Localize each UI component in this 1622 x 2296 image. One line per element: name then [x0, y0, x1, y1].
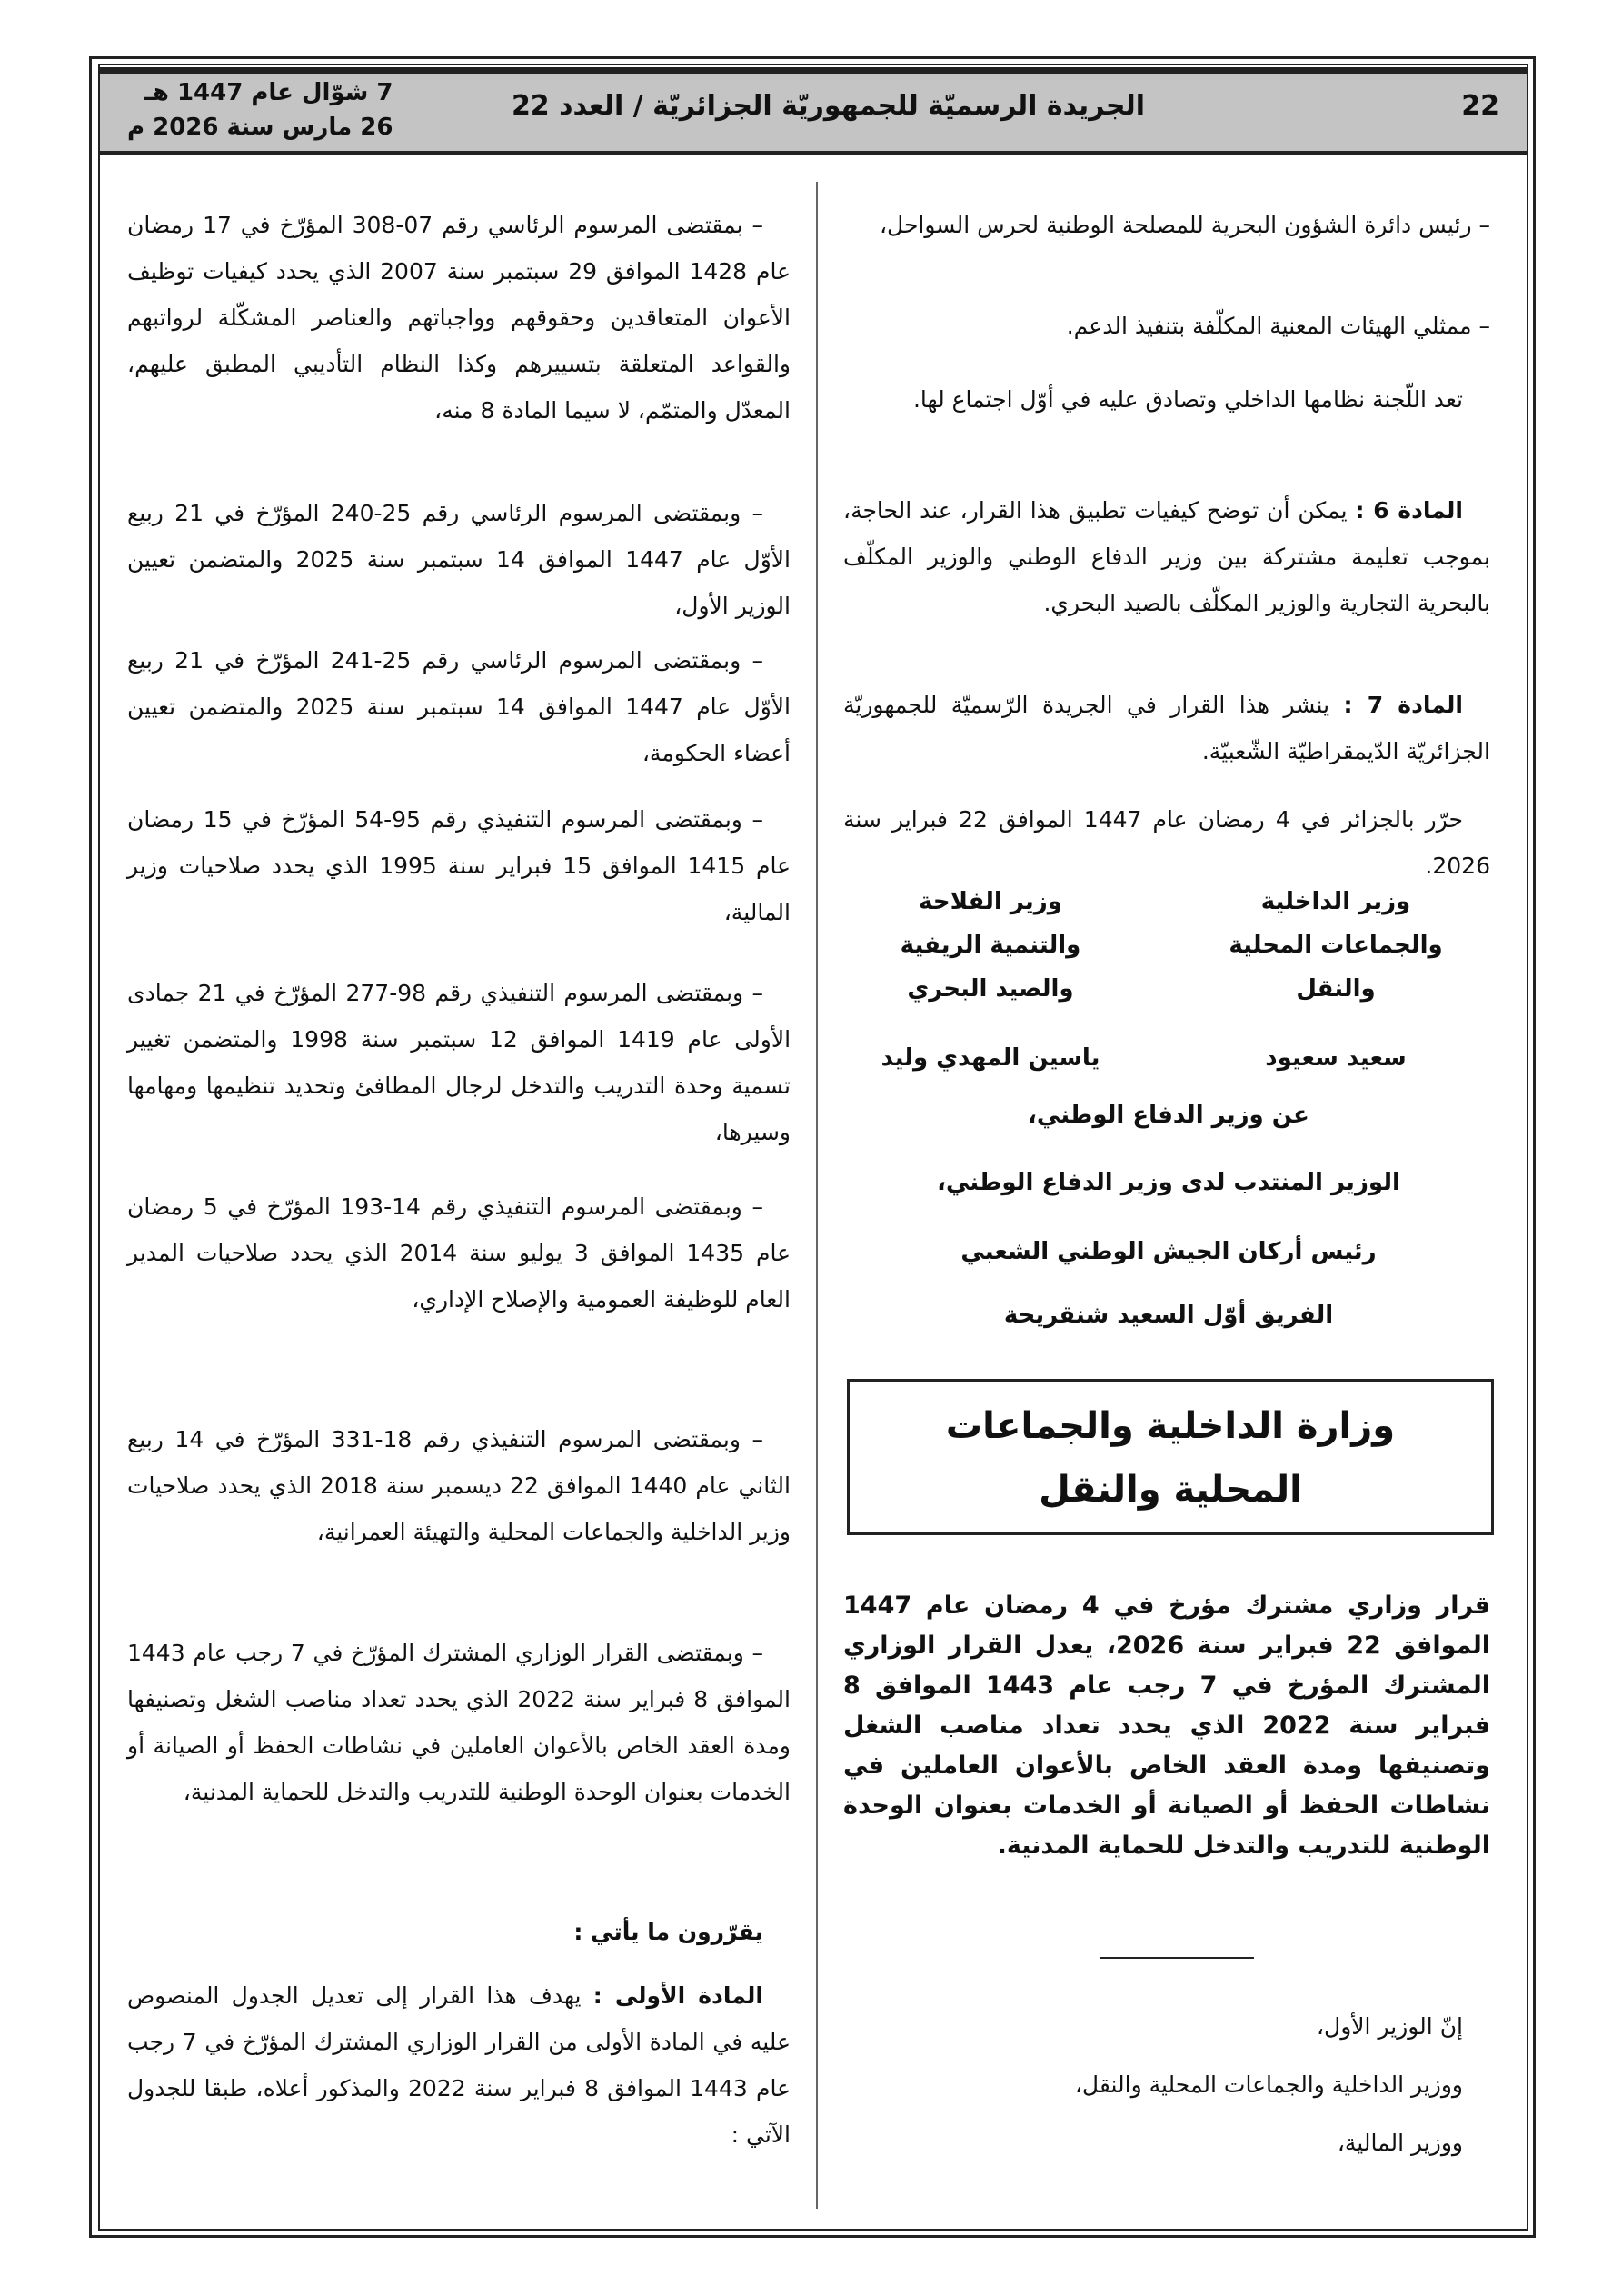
closing-line: ووزير المالية،	[1337, 2130, 1463, 2156]
decree-title: قرار وزاري مشترك مؤرخ في 4 رمضان عام 1447 الموافق 22 فبراير سنة 2026، يعدل القرار الوزاري المشترك المؤرخ في 7 رجب عام 1443 الموافق 8 فبراير سنة 2022 الذي يحدد تعداد مناصب الشغل وتصنيفها ومدة العقد الخاص بالأعوان العاملين في نشاطات الحفظ أو الصيانة أو الخدمات بعنوان الوحدة الوطنية للتدريب والتدخل للحماية المدنية.	[843, 1592, 1491, 1860]
article-text: يهدف هذا القرار إلى تعديل الجدول المنصوص عليه في المادة الأولى من القرار الوزاري المشترك المؤرّخ في 7 رجب عام 1443 الموافق 8 فبراير سنة 2022 والمذكور أعلاه، طبقا للجدول الآتي :	[127, 1982, 791, 2148]
signatory-title-agriculture: وزير الفلاحة والتنمية الريفية والصيد البحري	[900, 888, 1081, 1003]
visa-paragraph: – بمقتضى المرسوم الرئاسي رقم 07-308 المؤرّخ في 17 رمضان عام 1428 الموافق 29 سبتمبر سنة 2007 الذي يحدد كيفيات توظيف الأعوان المتعاقدين وحقوقهم وواجباتهم والعناصر المشكّلة لرواتبهم والقواعد المتعلقة بتسييرهم وكذا النظام التأديبي المطبق عليهم، المعدّل والمتمّم، لا سيما المادة 8 منه،	[127, 212, 791, 424]
ministry-heading-line: المحلية والنقل	[1039, 1469, 1302, 1511]
separator-rule	[1100, 1957, 1254, 1959]
column-divider	[816, 182, 818, 2209]
article-label: المادة الأولى :	[592, 1982, 763, 2009]
page-header	[100, 67, 1527, 155]
page-number: 22	[1461, 90, 1499, 122]
visa-paragraph: – وبمقتضى المرسوم التنفيذي رقم 18-331 المؤرّخ في 14 ربيع الثاني عام 1440 الموافق 22 ديسمبر سنة 2018 الذي يحدد صلاحيات وزير الداخلية والجماعات المحلية والتهيئة العمرانية،	[127, 1426, 791, 1545]
visa-paragraph: – وبمقتضى المرسوم الرئاسي رقم 25-240 المؤرّخ في 21 ربيع الأوّل عام 1447 الموافق 14 سبتمبر سنة 2025 والمتضمن تعيين الوزير الأول،	[127, 500, 791, 619]
visa-paragraph: – وبمقتضى المرسوم الرئاسي رقم 25-241 المؤرّخ في 21 ربيع الأوّل عام 1447 الموافق 14 سبتمبر سنة 2025 والمتضمن تعيين أعضاء الحكومة،	[127, 647, 791, 766]
issue-date	[127, 75, 393, 145]
ministry-heading-line: وزارة الداخلية والجماعات	[945, 1405, 1396, 1447]
defense-line: الوزير المنتدب لدى وزير الدفاع الوطني،	[937, 1169, 1400, 1196]
visa-paragraph: – وبمقتضى المرسوم التنفيذي رقم 98-277 المؤرّخ في 21 جمادى الأولى عام 1419 الموافق 12 سبتمبر سنة 1998 والمتضمن تغيير تسمية وحدة التدريب والتدخل لرجال المطافئ وتحديد تنظيمها ومهامها وسيرها،	[127, 980, 791, 1145]
signatory-title-interior: وزير الداخلية والجماعات المحلية والنقل	[1229, 888, 1443, 1003]
article-text: ينشر هذا القرار في الجريدة الرّسميّة للجمهوريّة الجزائريّة الدّيمقراطيّة الشّعبيّة.	[843, 692, 1490, 764]
article-label: المادة 7 :	[1343, 692, 1463, 718]
closing-line: إنّ الوزير الأول،	[1316, 2013, 1463, 2040]
article-6	[843, 487, 1490, 626]
closing-line: ووزير الداخلية والجماعات المحلية والنقل،	[1074, 2071, 1463, 2098]
member-item: – ممثلي الهيئات المعنية المكلّفة بتنفيذ الدعم.	[1066, 313, 1490, 339]
signatory-name-interior: سعيد سعيود	[1265, 1044, 1407, 1072]
paragraph: تعد اللّجنة نظامها الداخلي وتصادق عليه في أوّل اجتماع لها.	[912, 386, 1463, 413]
date-hijri: 7 شوّال عام 1447 هـ	[144, 79, 393, 106]
decide-heading: يقرّرون ما يأتي :	[573, 1919, 763, 1945]
visa-paragraph: – وبمقتضى القرار الوزاري المشترك المؤرّخ في 7 رجب عام 1443 الموافق 8 فبراير سنة 2022 الذي يحدد تعداد مناصب الشغل وتصنيفها ومدة العقد الخاص بالأعوان العاملين في نشاطات الحفظ أو الصيانة أو الخدمات بعنوان الوحدة الوطنية للتدريب والتدخل للحماية المدنية،	[127, 1640, 791, 1805]
done-at: حرّر بالجزائر في 4 رمضان عام 1447 الموافق 22 فبراير سنة 2026.	[843, 806, 1490, 879]
member-item: – رئيس دائرة الشؤون البحرية للمصلحة الوطنية لحرس السواحل،	[879, 212, 1490, 238]
visa-paragraph: – وبمقتضى المرسوم التنفيذي رقم 14-193 المؤرّخ في 5 رمضان عام 1435 الموافق 3 يوليو سنة 2014 الذي يحدد صلاحيات المدير العام للوظيفة العمومية والإصلاح الإداري،	[127, 1193, 791, 1313]
date-gregorian: 26 مارس سنة 2026 م	[127, 114, 393, 141]
ministry-heading-box	[847, 1379, 1494, 1535]
gazette-title: الجريدة الرسميّة للجمهوريّة الجزائريّة / العدد 22	[511, 90, 1145, 122]
defense-line: الفريق أوّل السعيد شنقريحة	[1003, 1302, 1334, 1329]
defense-line: رئيس أركان الجيش الوطني الشعبي	[960, 1238, 1377, 1265]
signatory-name-agriculture: ياسين المهدي وليد	[881, 1044, 1100, 1072]
article-text: يمكن أن توضح كيفيات تطبيق هذا القرار، عند الحاجة، بموجب تعليمة مشتركة بين وزير الدفاع الوطني والوزير المكلّف بالبحرية التجارية والوزير المكلّف بالصيد البحري.	[843, 497, 1490, 616]
visa-paragraph: – وبمقتضى المرسوم التنفيذي رقم 95-54 المؤرّخ في 15 رمضان عام 1415 الموافق 15 فبراير سنة 1995 الذي يحدد صلاحيات وزير المالية،	[127, 806, 791, 925]
defense-line: عن وزير الدفاع الوطني،	[1028, 1102, 1309, 1129]
article-1	[127, 1972, 791, 2158]
article-7	[843, 682, 1490, 774]
article-label: المادة 6 :	[1355, 497, 1464, 524]
